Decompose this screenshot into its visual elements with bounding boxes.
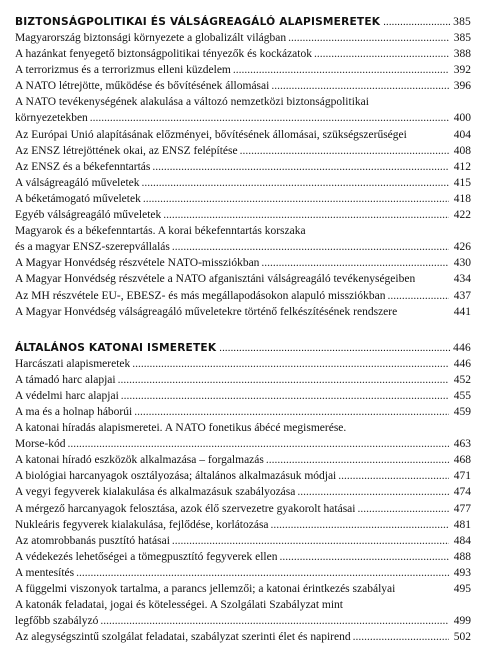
leader-dots — [67, 436, 449, 452]
toc-entry-page-number: 493 — [453, 566, 471, 579]
toc-entry-page-number: 499 — [453, 615, 471, 628]
leader-dots — [172, 239, 449, 255]
toc-entry-title: környezetekben — [15, 112, 88, 125]
toc-entry — [15, 159, 471, 175]
leader-dots — [353, 629, 449, 645]
toc-entry-page-number: 388 — [453, 48, 471, 61]
toc-entry-page-number: 400 — [453, 112, 471, 125]
section-entries — [15, 30, 471, 320]
toc-entry-page-number: 471 — [453, 470, 471, 483]
toc-entry — [15, 388, 471, 404]
leader-dots — [383, 15, 450, 31]
toc-entry-page-number: 446 — [453, 357, 471, 370]
toc-entry-page-number: 502 — [453, 631, 471, 644]
toc-entry-title: A mentesítés — [15, 566, 75, 579]
toc-entry-page-number: 463 — [453, 438, 471, 451]
toc-entry-title: Az ENSZ és a békefenntartás — [15, 160, 151, 173]
leader-dots — [314, 46, 449, 62]
leader-dots — [338, 468, 449, 484]
toc-entry — [15, 629, 471, 645]
toc-entry-page-number: 488 — [453, 550, 471, 563]
toc-entry — [15, 30, 471, 46]
toc-entry-title: A hazánkat fenyegető biztonságpolitikai tényezők és kockázatok — [15, 48, 312, 61]
toc-entry-title: Morse-kód — [15, 438, 66, 451]
toc-entry — [15, 223, 471, 255]
toc-entry — [15, 420, 471, 452]
toc-entry-title: Nukleáris fegyverek kialakulása, fejlődése, korlátozása — [15, 518, 269, 531]
toc-entry — [15, 78, 471, 94]
toc-entry-page-number: 468 — [453, 454, 471, 467]
leader-dots — [240, 143, 449, 159]
leader-dots — [288, 30, 449, 46]
toc-entry-page-number: 481 — [453, 518, 471, 531]
leader-dots — [279, 549, 449, 565]
toc-entry-page-number: 385 — [453, 32, 471, 44]
section-title: BIZTONSÁGPOLITIKAI ÉS VÁLSÁGREAGÁLÓ ALAPISMERETEK — [15, 16, 381, 28]
leader-dots — [357, 501, 449, 517]
toc-entry — [15, 94, 471, 126]
toc-entry-page-number: 474 — [453, 486, 471, 499]
leader-dots — [100, 613, 449, 629]
toc-entry-title: A katonai híradó eszközök alkalmazása – forgalmazás — [15, 454, 264, 467]
toc-entry — [15, 484, 471, 500]
toc-entry-title: Az ENSZ létrejöttének okai, az ENSZ felépítése — [15, 144, 238, 157]
leader-dots — [143, 191, 449, 207]
toc-entry — [15, 452, 471, 468]
toc-entry-page-number: 422 — [453, 209, 471, 222]
toc-entry-page-number: 455 — [453, 389, 471, 402]
toc-entry — [15, 517, 471, 533]
toc-entry-title: Magyarország biztonsági környezete a globalizált világban — [15, 32, 287, 44]
toc-entry — [15, 127, 471, 143]
toc-entry-page-number: 392 — [453, 64, 471, 77]
toc-entry-title: A béketámogató műveletek — [15, 192, 141, 205]
toc-entry-title: Egyéb válságreagáló műveletek — [15, 209, 162, 222]
toc-entry-title: A NATO létrejötte, működése és bővítésének állomásai — [15, 80, 270, 93]
leader-dots — [152, 159, 449, 175]
leader-dots — [90, 110, 449, 126]
toc-entry-title: Az MH részvétele EU-, EBESZ- és más megállapodásokon alapuló missziókban — [15, 289, 386, 302]
toc-entry — [15, 549, 471, 565]
leader-dots — [387, 288, 449, 304]
toc-entry-page-number: 426 — [453, 241, 471, 254]
toc-entry-title: Az Európai Unió alapításának előzményei, bővítésének állomásai, szükségszerűségei — [15, 128, 407, 141]
leader-dots — [219, 341, 450, 357]
toc-entry — [15, 207, 471, 223]
toc-entry — [15, 468, 471, 484]
toc-entry-title: Az alegységszintű szolgálat feladatai, szabályzat szerinti élet és napirend — [15, 631, 351, 644]
toc-entry — [15, 271, 471, 287]
toc-entry — [15, 404, 471, 420]
toc-entry-title: A védelmi harc alapjai — [15, 389, 119, 402]
toc-entry — [15, 304, 471, 320]
toc-entry-title: és a magyar ENSZ-szerepvállalás — [15, 241, 170, 254]
section-heading — [15, 0, 471, 30]
toc-entry — [15, 46, 471, 62]
section-page-number: 385 — [453, 16, 471, 28]
toc-entry — [15, 565, 471, 581]
toc-entry-page-number: 484 — [453, 534, 471, 547]
toc-entry-page-number: 437 — [453, 289, 471, 302]
leader-dots — [163, 207, 449, 223]
toc-entry-title: Az atomrobbanás pusztító hatásai — [15, 534, 170, 547]
toc-entry-page-number: 408 — [453, 144, 471, 157]
leader-dots — [142, 175, 449, 191]
toc-entry-title: A függelmi viszonyok tartalma, a parancs jellemzői; a katonai érintkezés szabályai — [15, 583, 396, 595]
toc-entry-page-number: 495 — [453, 583, 471, 595]
toc-entry — [15, 288, 471, 304]
toc-entry-page-number: 441 — [453, 305, 471, 318]
toc-entry-title: Harcászati alapismeretek — [15, 357, 131, 370]
section-page-number: 446 — [453, 341, 471, 354]
toc-entry-page-number: 459 — [453, 405, 471, 418]
leader-dots — [134, 404, 449, 420]
leader-dots — [118, 372, 449, 388]
toc-entry-title-line: A katonai híradás alapismeretei. A NATO fonetikus ábécé megismerése. — [15, 422, 347, 435]
leader-dots — [172, 533, 449, 549]
toc-entry — [15, 62, 471, 78]
toc-entry-title: legfőbb szabályzó — [15, 615, 99, 628]
toc-entry-page-number: 412 — [453, 160, 471, 173]
toc-entry-title: A védekezés lehetőségei a tömegpusztító fegyverek ellen — [15, 550, 278, 563]
leader-dots — [132, 356, 449, 372]
toc-entry-title: A válságreagáló műveletek — [15, 176, 140, 189]
toc-entry-title: A Magyar Honvédség válságreagáló műveletekre történő felkészítésének rendszere — [15, 305, 398, 318]
toc-entry — [15, 143, 471, 159]
toc-entry-page-number: 452 — [453, 373, 471, 386]
toc-entry-title-line: A NATO tevékenységének alakulása a változó nemzetközi biztonságpolitikai — [15, 96, 369, 109]
leader-dots — [233, 62, 449, 78]
toc-entry-page-number: 430 — [453, 257, 471, 270]
toc-entry-page-number: 477 — [453, 502, 471, 515]
toc-entry — [15, 501, 471, 517]
leader-dots — [76, 565, 449, 581]
toc-entry-page-number: 415 — [453, 176, 471, 189]
toc-entry-title: A ma és a holnap háborúi — [15, 405, 133, 418]
leader-dots — [297, 484, 449, 500]
toc-entry — [15, 533, 471, 549]
leader-dots — [261, 255, 449, 271]
leader-dots — [271, 78, 449, 94]
toc-entry-title: A biológiai harcanyagok osztályozása; általános alkalmazásuk módjai — [15, 470, 337, 483]
toc-entry-title: A mérgező harcanyagok felosztása, azok élő szervezetre gyakorolt hatásai — [15, 502, 356, 515]
section-heading — [15, 320, 471, 356]
toc-entry — [15, 581, 471, 597]
leader-dots — [271, 517, 449, 533]
toc-entry-title-line: Magyarok és a békefenntartás. A korai békefenntartás korszaka — [15, 225, 306, 238]
toc-entry-title-line: A katonák feladatai, jogai és kötelességei. A Szolgálati Szabályzat mint — [15, 599, 343, 612]
toc-entry-page-number: 418 — [453, 192, 471, 205]
toc-entry — [15, 191, 471, 207]
toc-entry — [15, 597, 471, 629]
toc-entry-title: A Magyar Honvédség részvétele a NATO afganisztáni válságreagáló tevékenységeiben — [15, 273, 416, 286]
toc-entry — [15, 356, 471, 372]
toc-entry-page-number: 396 — [453, 80, 471, 93]
leader-dots — [266, 452, 449, 468]
section-title: ÁLTALÁNOS KATONAI ISMERETEK — [15, 341, 217, 354]
toc-entry — [15, 255, 471, 271]
toc-entry — [15, 372, 471, 388]
toc-entry-page-number: 404 — [453, 128, 471, 141]
toc-entry-title: A támadó harc alapjai — [15, 373, 116, 386]
toc-entry-page-number: 434 — [453, 273, 471, 286]
toc-entry — [15, 175, 471, 191]
toc-entry-title: A terrorizmus és a terrorizmus elleni küzdelem — [15, 64, 231, 77]
section-entries — [15, 356, 471, 646]
toc-entry-title: A Magyar Honvédség részvétele NATO-missziókban — [15, 257, 260, 270]
leader-dots — [121, 388, 449, 404]
toc-entry-title: A vegyi fegyverek kialakulása és alkalmazásuk szabályozása — [15, 486, 296, 499]
